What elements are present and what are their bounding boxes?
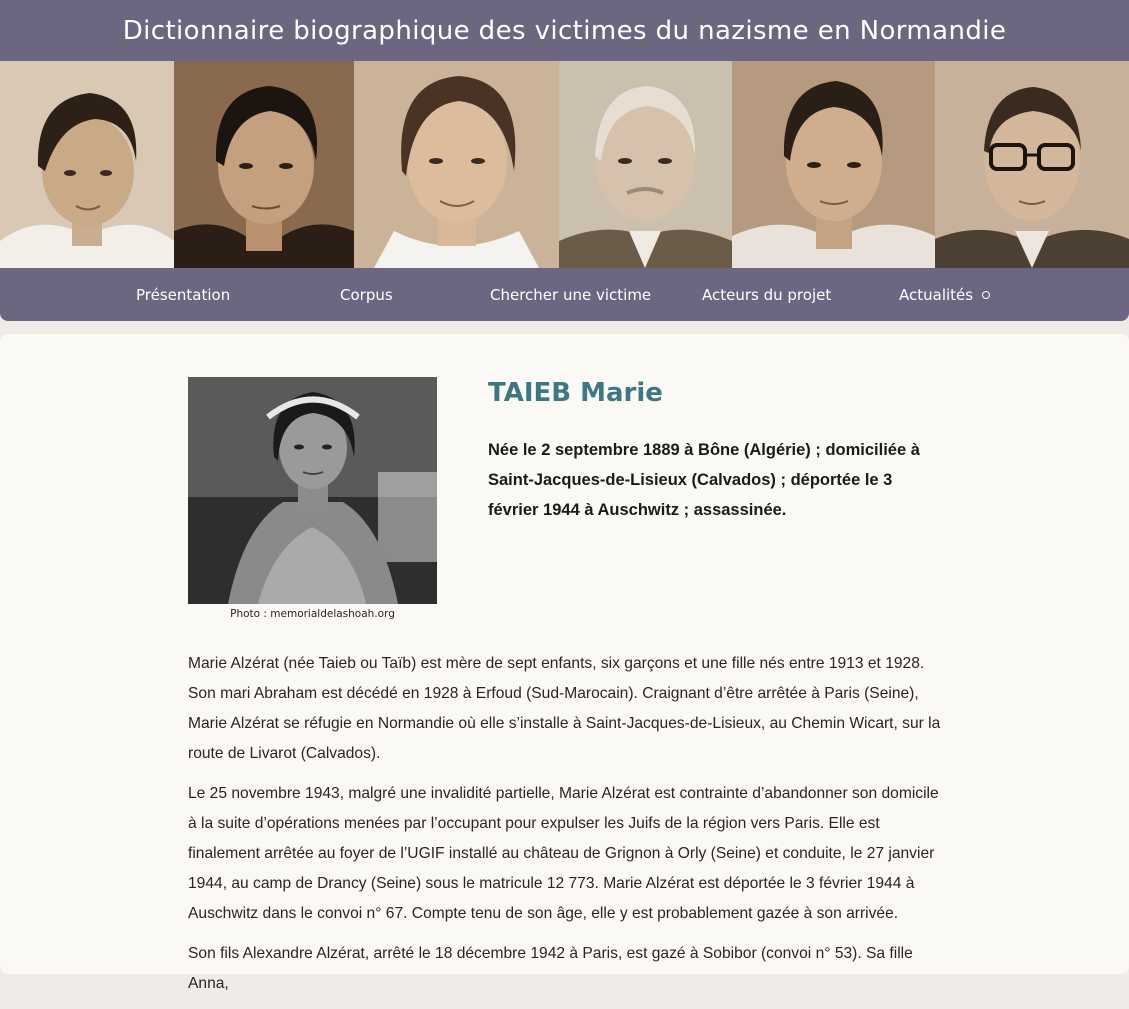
biography-paragraph: Le 25 novembre 1943, malgré une invalidité partielle, Marie Alzérat est contrainte d’abandonner son domicile à la suite d’opérations menées par l’occupant pour expulser les Juifs de la région vers Paris. Elle est finalement arrêtée au foyer de l’UGIF installé au château de Grignon à Orly (Seine) et conduite, le 27 janvier 1944, au camp de Drancy (Seine) sous le matricule 12 773. Marie Alzérat est déportée le 3 février 1944 à Auschwitz dans le convoi n° 67. Compte tenu de son âge, elle y est probablement gazée à son arrivée.	[188, 785, 939, 922]
nav-corpus[interactable]	[340, 268, 393, 321]
circle-dot-icon	[982, 291, 990, 299]
photo-credit: Photo : memorialdelashoah.org	[230, 608, 395, 620]
site-header	[0, 0, 1129, 61]
victim-summary: Née le 2 septembre 1889 à Bône (Algérie) ; domiciliée à Saint-Jacques-de-Lisieux (Calvados) ; déportée le 3 février 1944 à Auschwitz ; assassinée.	[488, 441, 920, 519]
nav-label: Actualités	[899, 285, 974, 304]
nav-label: Acteurs du projet	[702, 285, 832, 304]
biography-paragraph: Son fils Alexandre Alzérat, arrêté le 18 décembre 1942 à Paris, est gazé à Sobibor (convoi n° 53). Sa fille Anna,	[188, 945, 913, 992]
victim-photo	[188, 377, 437, 604]
victim-name: TAIEB Marie	[488, 378, 663, 408]
biography	[188, 649, 943, 1009]
main-nav	[0, 268, 1129, 321]
article-content	[0, 334, 1129, 992]
portrait-photo	[354, 61, 559, 268]
portrait-photo	[559, 61, 732, 268]
nav-presentation[interactable]	[136, 268, 230, 321]
portrait-photo	[0, 61, 174, 268]
nav-label: Corpus	[340, 285, 393, 304]
portrait-photo	[174, 61, 354, 268]
nav-label: Chercher une victime	[490, 285, 652, 304]
nav-label: Présentation	[136, 285, 231, 304]
site-title: Dictionnaire biographique des victimes du nazisme en Normandie	[122, 15, 1007, 46]
nav-search-victim[interactable]	[490, 268, 651, 321]
nav-project-actors[interactable]	[702, 268, 831, 321]
portrait-photo	[732, 61, 935, 268]
portrait-photo	[935, 61, 1129, 268]
nav-news[interactable]	[899, 268, 990, 321]
biography-paragraph: Marie Alzérat (née Taieb ou Taïb) est mère de sept enfants, six garçons et une fille nés entre 1913 et 1928. Son mari Abraham est décédé en 1928 à Erfoud (Sud-Marocain). Craignant d’être arrêtée à Paris (Seine), Marie Alzérat se réfugie en Normandie où elle s’installe à Saint-Jacques-de-Lisieux, au Chemin Wicart, sur la route de Livarot (Calvados).	[188, 655, 941, 762]
portrait-banner	[0, 61, 1129, 268]
